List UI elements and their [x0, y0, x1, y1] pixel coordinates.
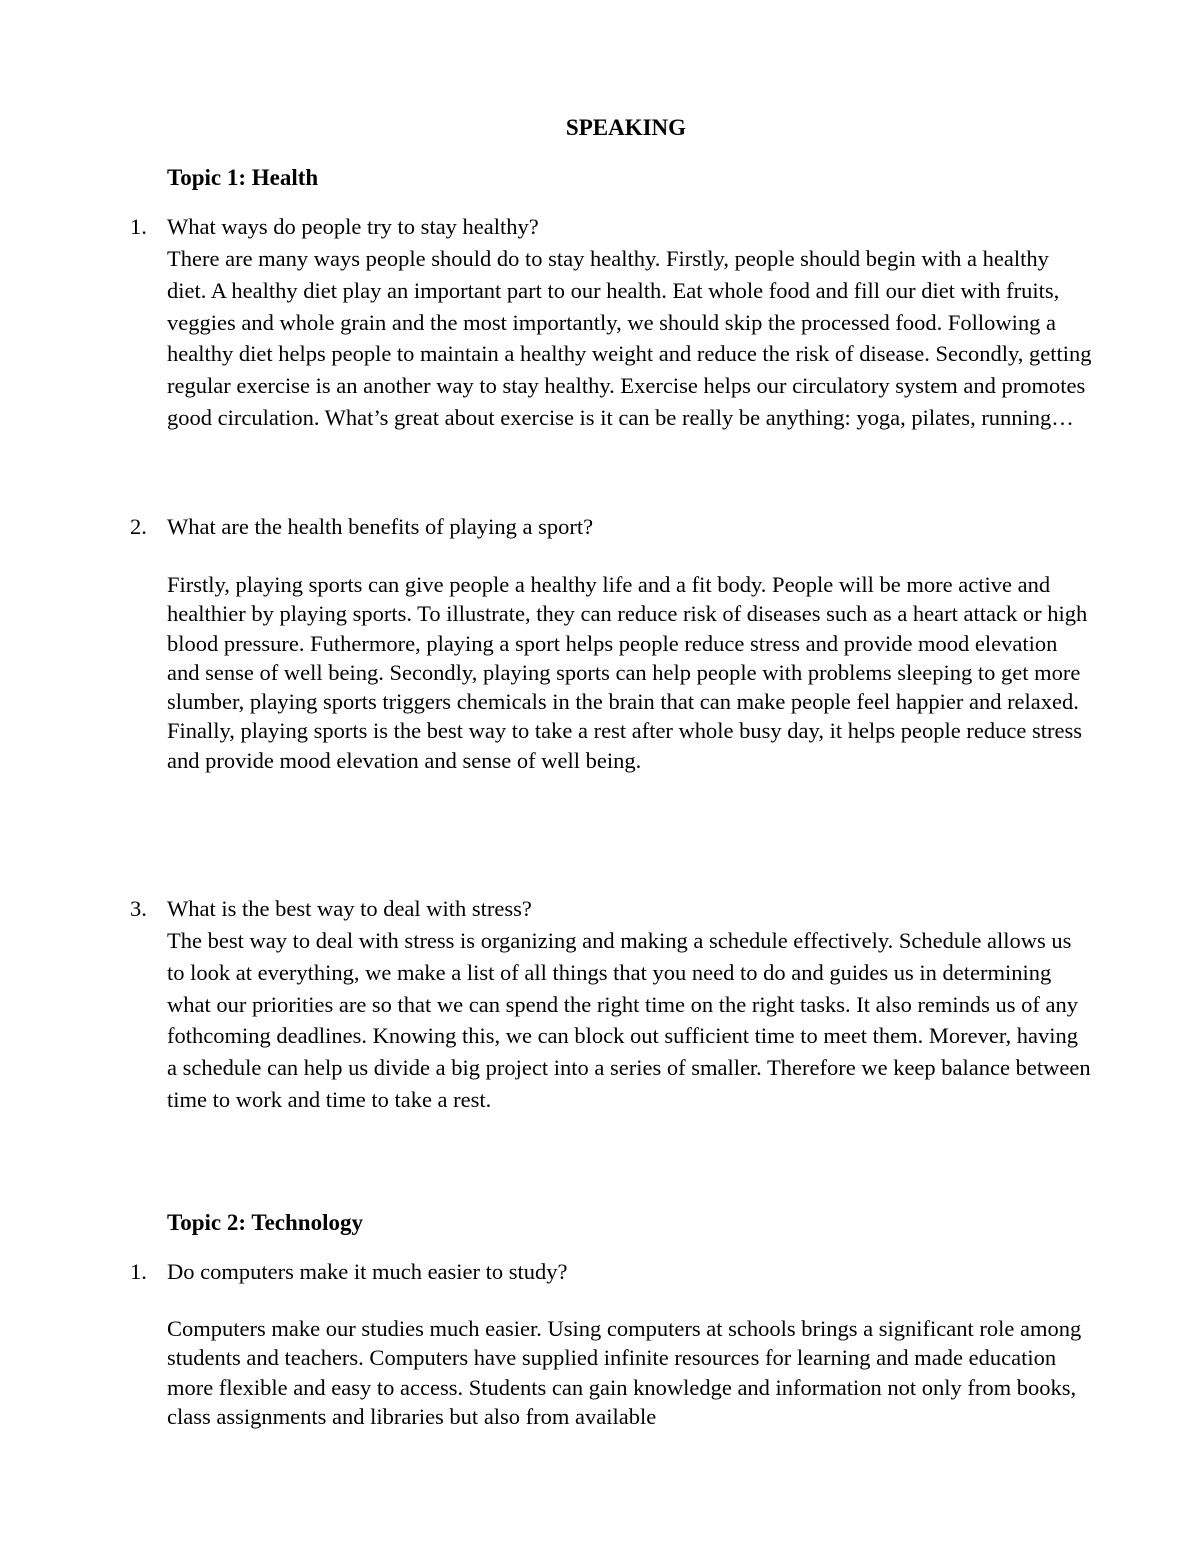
question-number: 3. — [130, 896, 147, 921]
topic-1-answer-3: The best way to deal with stress is organizing and making a schedule effectively. Schedule allows us to look at everything, we make a list of all things that you need to do and guides us in determining what our priorities are so that we can spend the right time on the right tasks. It also reminds us of any fothcoming deadlines. Knowing this, we can block out sufficient time to meet them. Morever, having a schedule can help us divide a big project into a series of smaller. Therefore we keep balance between time to work and time to take a rest. — [167, 928, 1091, 1112]
topic-2-answer-1: Computers make our studies much easier. Using computers at schools brings a significant role among students and teachers. Computers have supplied infinite resources for learning and made education more flexible and easy to access. Students can gain knowledge and information not only from books, class assignments and libraries but also from available — [167, 1316, 1082, 1429]
topic-1-heading: Topic 1: Health — [167, 165, 319, 190]
topic-1-answer-1: There are many ways people should do to stay healthy. Firstly, people should begin with a healthy diet. A healthy diet play an important part to our health. Eat whole food and fill our diet with fruits, veggies and whole grain and the most importantly, we should skip the processed food. Following a healthy diet helps people to maintain a healthy weight and reduce the risk of disease. Secondly, getting regular exercise is an another way to stay healthy. Exercise helps our circulatory system and promotes good circulation. What’s great about exercise is it can be really be anything: yoga, pilates, running… — [167, 246, 1092, 430]
topic-2-question-1 — [130, 1256, 1090, 1288]
document-title: SPEAKING — [565, 115, 687, 140]
question-text: What are the health benefits of playing a sport? — [167, 514, 594, 539]
question-text: What is the best way to deal with stress? — [167, 896, 532, 921]
question-text: Do computers make it much easier to study? — [167, 1259, 568, 1284]
question-number: 2. — [130, 514, 147, 539]
topic-1-answer-2: Firstly, playing sports can give people a healthy life and a fit body. People will be more active and healthier by playing sports. To illustrate, they can reduce risk of diseases such as a heart attack or high blood pressure. Futhermore, playing a sport helps people reduce stress and provide mood elevation and sense of well being. Secondly, playing sports can help people with problems sleeping to get more slumber, playing sports triggers chemicals in the brain that can make people feel happier and relaxed. Finally, playing sports is the best way to take a rest after whole busy day, it helps people reduce stress and provide mood elevation and sense of well being. — [167, 572, 1088, 773]
topic-1-question-2 — [130, 511, 1090, 543]
topic-2-heading: Topic 2: Technology — [167, 1210, 363, 1235]
question-text: What ways do people try to stay healthy? — [167, 214, 539, 239]
question-number: 1. — [130, 214, 147, 239]
question-number: 1. — [130, 1259, 147, 1284]
topic-1-question-1 — [130, 211, 1090, 243]
topic-1-question-3 — [130, 893, 1090, 925]
